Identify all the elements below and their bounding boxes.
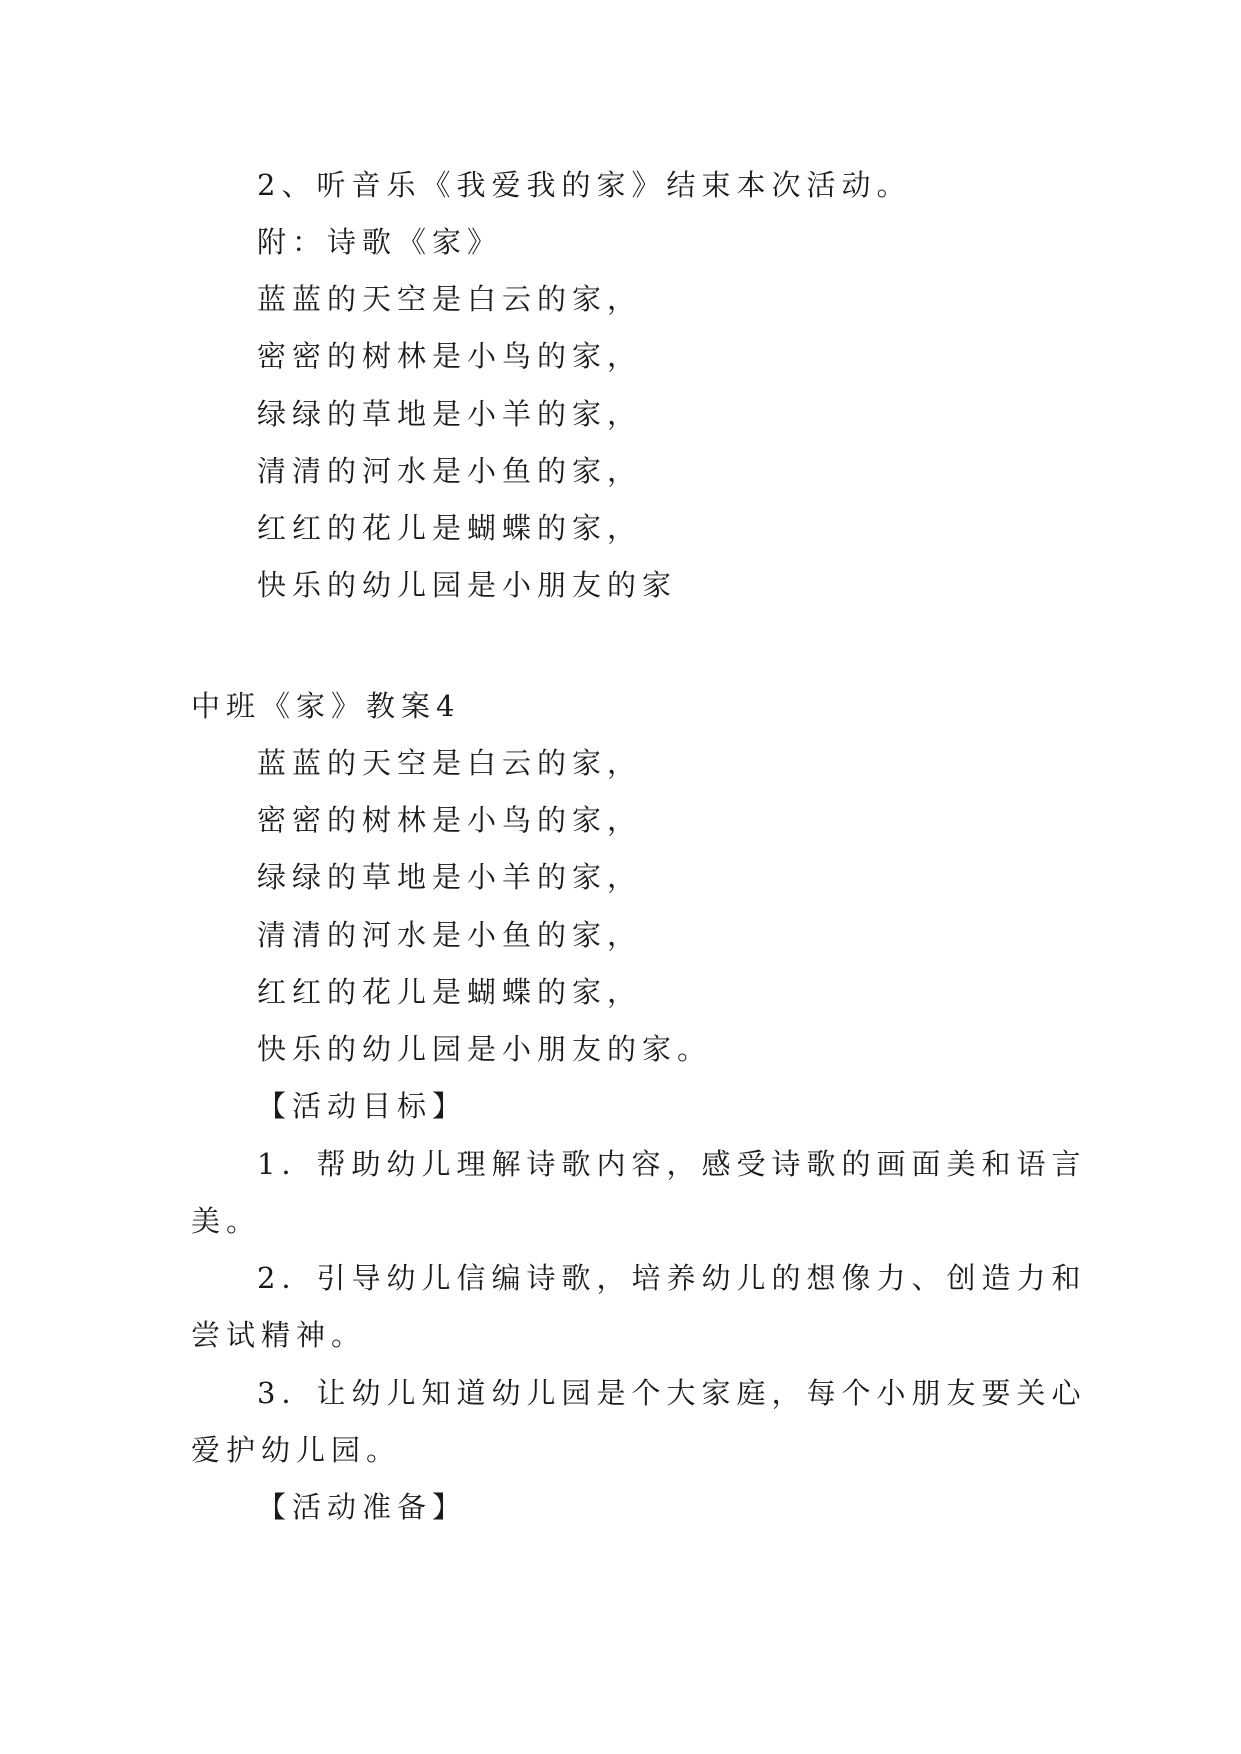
prep-heading: 【活动准备】 — [257, 1490, 468, 1524]
poem-line: 快乐的幼儿园是小朋友的家 — [257, 568, 678, 602]
lesson-title: 中班《家》教案4 — [191, 689, 461, 723]
poem-line: 红红的花儿是蝴蝶的家， — [257, 511, 643, 545]
poem-line: 绿绿的草地是小羊的家， — [257, 860, 643, 894]
goal-item-continuation: 美。 — [191, 1204, 262, 1238]
goal-item: 3．让幼儿知道幼儿园是个大家庭，每个小朋友要关心 — [257, 1376, 1087, 1410]
closing-step: 2、听音乐《我爱我的家》结束本次活动。 — [257, 168, 912, 202]
poem-line: 清清的河水是小鱼的家， — [257, 918, 643, 952]
poem-line: 蓝蓝的天空是白云的家， — [257, 282, 643, 316]
poem-line: 密密的树林是小鸟的家， — [257, 803, 643, 837]
goal-item: 1．帮助幼儿理解诗歌内容，感受诗歌的画面美和语言 — [257, 1147, 1087, 1181]
poem-line: 密密的树林是小鸟的家， — [257, 339, 643, 373]
goals-heading: 【活动目标】 — [257, 1089, 468, 1123]
poem-line: 清清的河水是小鱼的家， — [257, 454, 643, 488]
poem-line: 绿绿的草地是小羊的家， — [257, 397, 643, 431]
goal-item: 2．引导幼儿信编诗歌，培养幼儿的想像力、创造力和 — [257, 1261, 1087, 1295]
poem-line: 快乐的幼儿园是小朋友的家。 — [257, 1032, 713, 1066]
poem-line: 红红的花儿是蝴蝶的家， — [257, 975, 643, 1009]
appendix-label: 附：诗歌《家》 — [257, 225, 503, 259]
poem-line: 蓝蓝的天空是白云的家， — [257, 746, 643, 780]
goal-item-continuation: 爱护幼儿园。 — [191, 1433, 402, 1467]
goal-item-continuation: 尝试精神。 — [191, 1318, 367, 1352]
